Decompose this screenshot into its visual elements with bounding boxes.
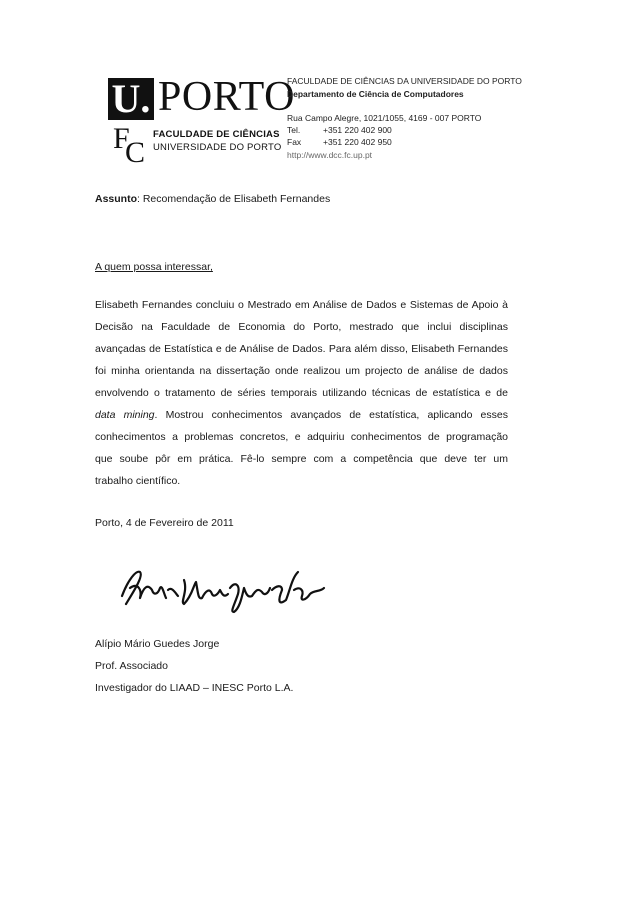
signatory-affiliation: Investigador do LIAAD – INESC Porto L.A. [95, 682, 294, 694]
body-line: Decisão na Faculdade de Economia do Porto, mestrado que inclui disciplinas [95, 321, 508, 333]
body-line: Elisabeth Fernandes concluiu o Mestrado em Análise de Dados e Sistemas de Apoio à [95, 299, 508, 311]
body-line: envolvendo o tratamento de séries temporais utilizando técnicas de estatística e de [95, 387, 508, 399]
fc-logo-f: F [113, 122, 130, 155]
subject-label: Assunto [95, 193, 137, 205]
website-link[interactable]: http://www.dcc.fc.up.pt [287, 150, 373, 160]
tel-label: Tel. [287, 125, 301, 135]
tel-value: +351 220 402 900 [323, 125, 392, 135]
address-line: Rua Campo Alegre, 1021/1055, 4169 - 007 PORTO [287, 113, 482, 123]
body-line: conhecimentos a problemas concretos, e adquiriu conhecimentos de programação [95, 431, 508, 443]
body-line: avançadas de Estatística e de Análise de Dados. Para além disso, Elisabeth Fernandes [95, 343, 508, 355]
body-line: trabalho científico. [95, 475, 181, 487]
fc-logo-icon [113, 122, 146, 169]
fc-logo-c: C [125, 136, 146, 169]
body-line [95, 409, 508, 422]
italic-term: data mining [95, 409, 155, 421]
signatory-name: Alípio Mário Guedes Jorge [95, 638, 220, 650]
signatory-title: Prof. Associado [95, 660, 168, 672]
body-line: foi minha orientanda na dissertação onde realizou um projecto de análise de dados [95, 365, 508, 377]
letter-date: Porto, 4 de Fevereiro de 2011 [95, 517, 234, 529]
salutation: A quem possa interessar, [95, 261, 213, 273]
u-porto-logo-box: U. [108, 78, 154, 120]
subject-text: : Recomendação de Elisabeth Fernandes [137, 193, 331, 205]
department-heading: Departamento de Ciência de Computadores [287, 89, 464, 99]
body-line-rest: . Mostrou conhecimentos avançados de estatística, aplicando esses [154, 409, 508, 421]
body-line: que soube pôr em prática. Fê-lo sempre com a competência que deve ter um [95, 453, 508, 465]
porto-wordmark: PORTO [158, 74, 295, 120]
university-name: UNIVERSIDADE DO PORTO [153, 142, 282, 153]
institution-heading: FACULDADE DE CIÊNCIAS DA UNIVERSIDADE DO PORTO [287, 76, 522, 86]
fax-value: +351 220 402 950 [323, 137, 392, 147]
fax-label: Fax [287, 137, 302, 147]
handwritten-signature [118, 560, 328, 618]
subject-line [95, 193, 330, 206]
faculty-name: FACULDADE DE CIÊNCIAS [153, 129, 280, 140]
